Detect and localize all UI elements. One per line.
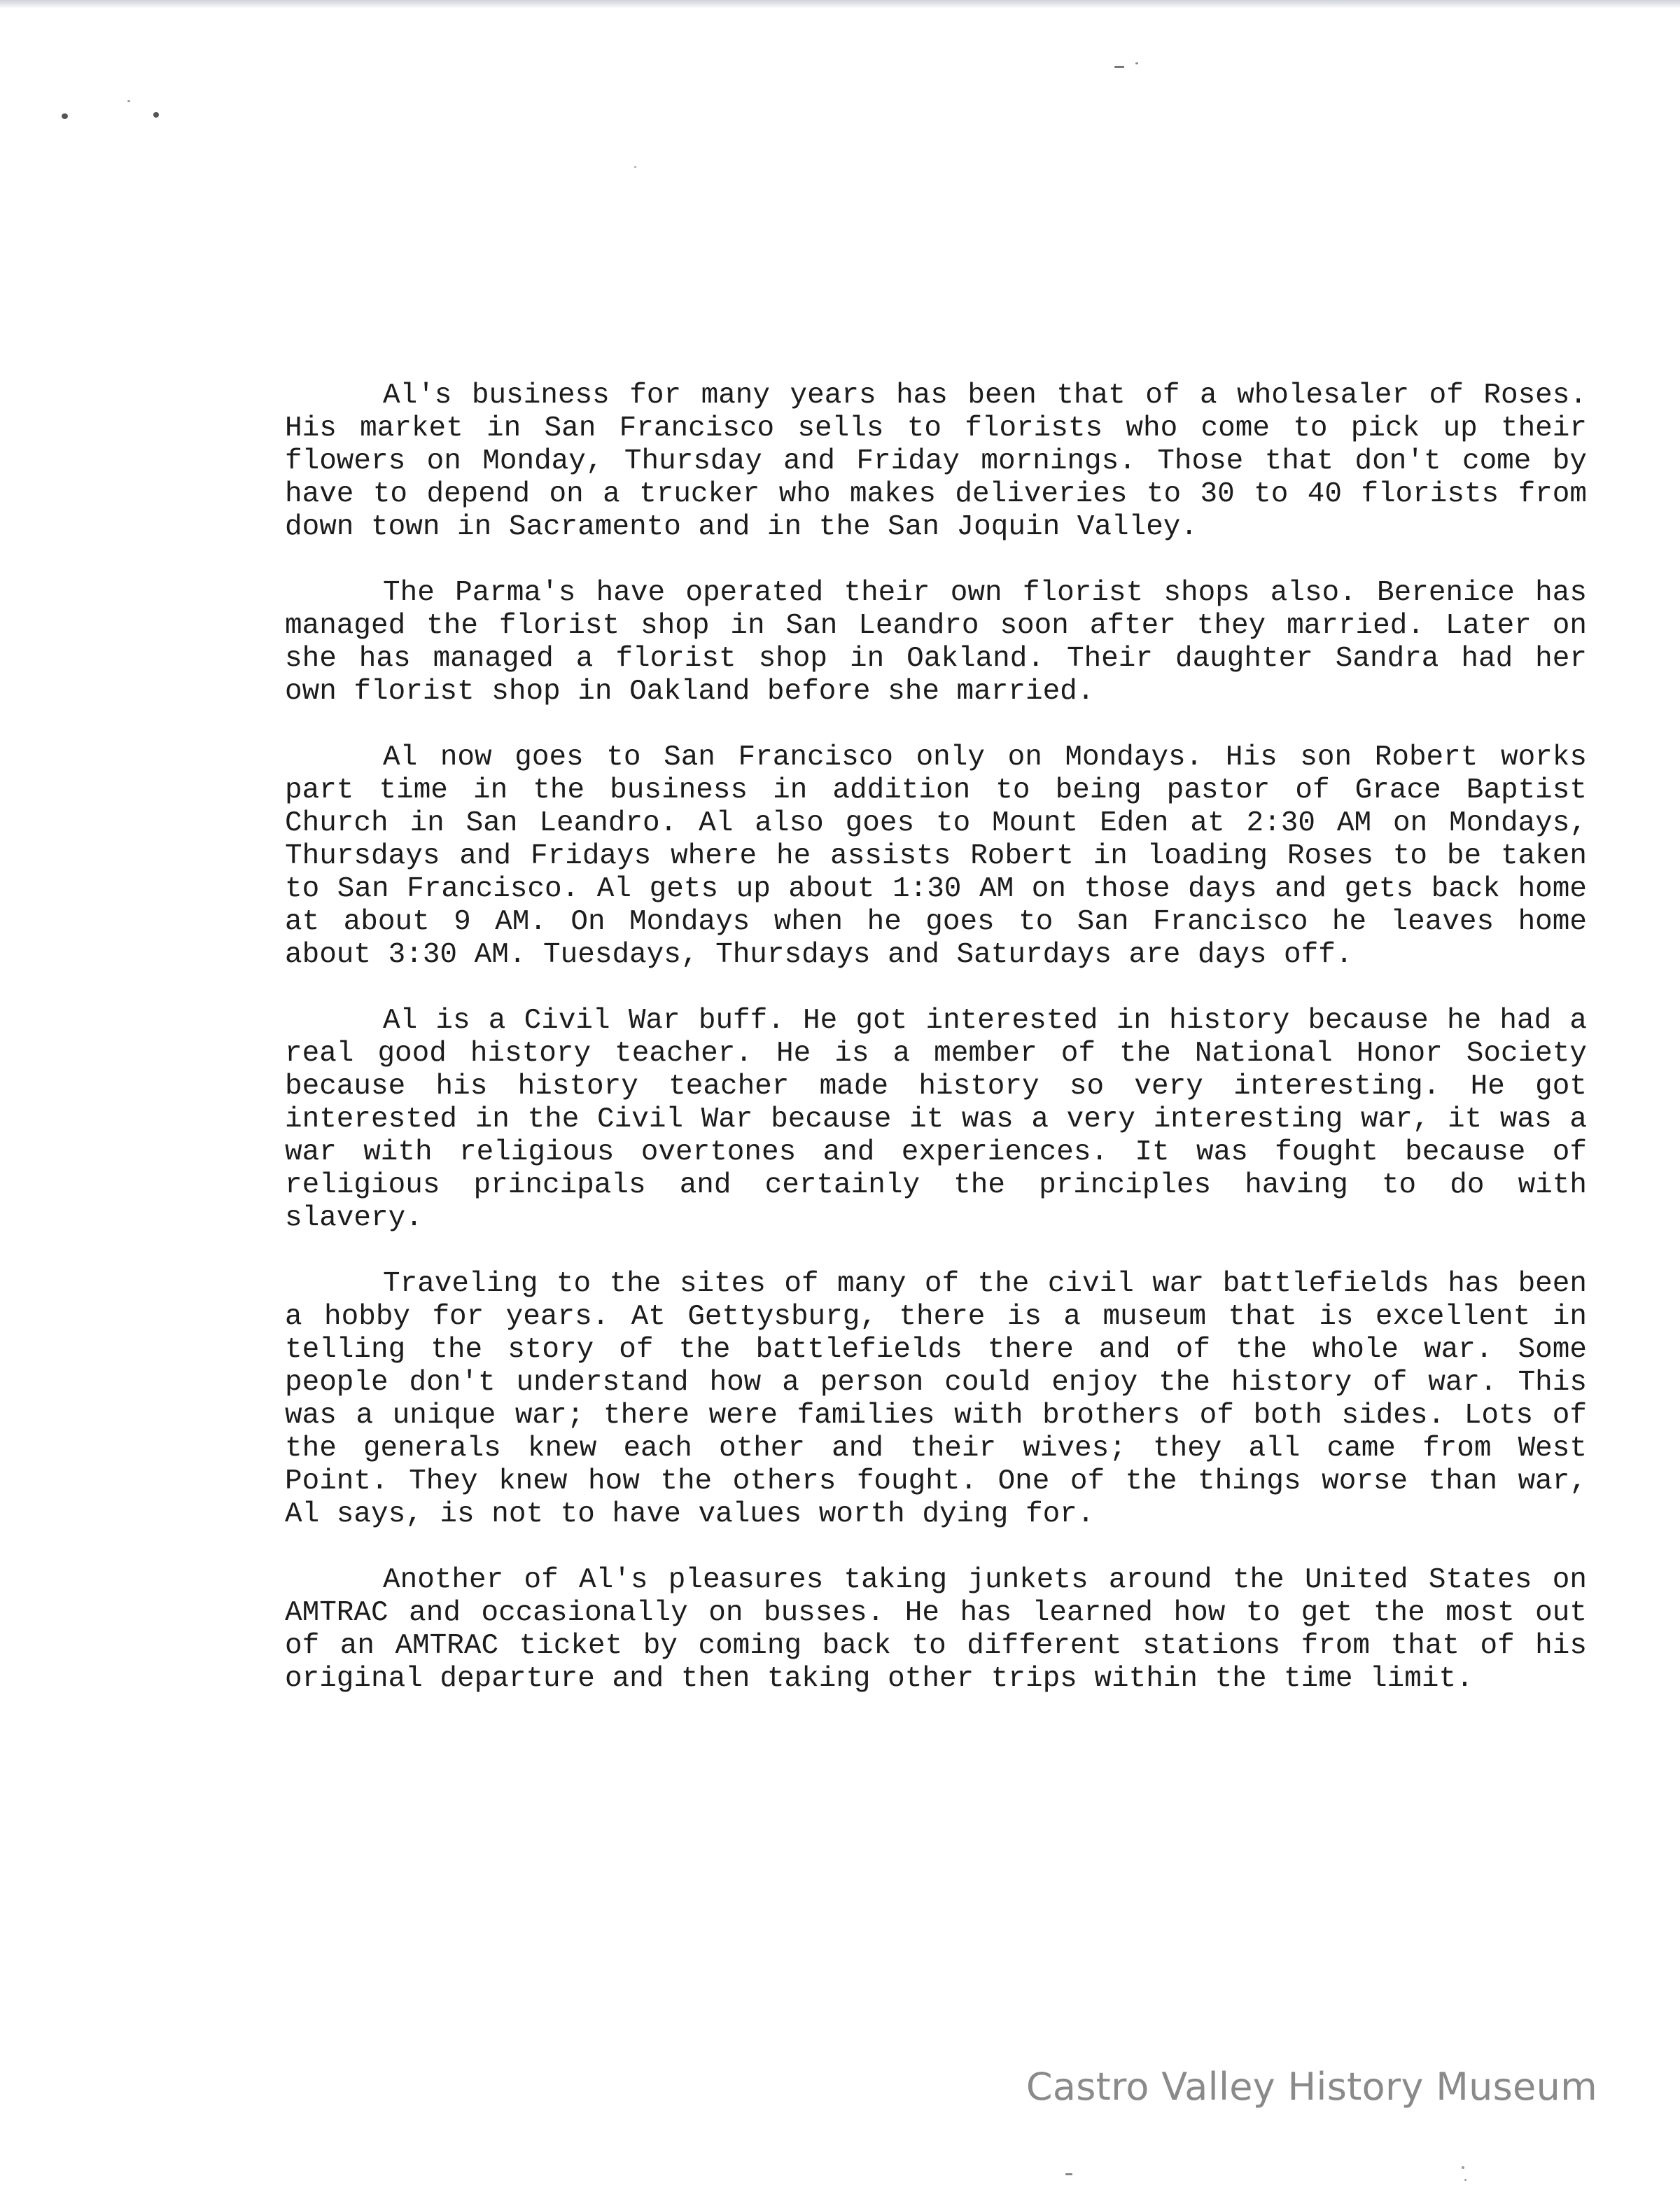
paragraph-florist-shops: The Parma's have operated their own florist shops also. Berenice has managed the florist shop in San Leandro soon after they married. Later on she has managed a florist shop in Oakland. Their daughter Sandra had her own florist shop in Oakland before she married. xyxy=(285,577,1587,708)
paragraph-work-schedule: Al now goes to San Francisco only on Mondays. His son Robert works part time in the business in addition to being pastor of Grace Baptist Church in San Leandro. Al also goes to Mount Eden at 2:30 AM on Mondays, Thursdays and Fridays where he assists Robert in loading Roses to be taken to San Francisco. Al gets up about 1:30 AM on those days and gets back home at about 9 AM. On Mondays when he goes to San Francisco he leaves home about 3:30 AM. Tuesdays, Thursdays and Saturdays are days off. xyxy=(285,741,1587,971)
scan-speck xyxy=(153,112,159,118)
scan-speck xyxy=(62,113,68,119)
paragraph-amtrac-junkets: Another of Al's pleasures taking junkets around the United States on AMTRAC and occasionally on busses. He has learned how to get the most out of an AMTRAC ticket by coming back to different stations from that of his original departure and then taking other trips within the time limit. xyxy=(285,1564,1587,1695)
paragraph-battlefield-travel: Traveling to the sites of many of the civil war battlefields has been a hobby for years. At Gettysburg, there is a museum that is excellent in telling the story of the battlefields there and of the whole war. Some people don't understand how a person could enjoy the history of war. This was a unique war; there were families with brothers of both sides. Lots of the generals knew each other and their wives; they all came from West Point. They knew how the others fought. One of the things worse than war, Al says, is not to have values worth dying for. xyxy=(285,1268,1587,1530)
paragraph-civil-war-buff: Al is a Civil War buff. He got interested in history because he had a real good history teacher. He is a member of the National Honor Society because his history teacher made history so very interesting. He got interested in the Civil War because it was a very interesting war, it was a war with religious overtones and experiences. It was fought because of religious principals and certainly the principles having to do with slavery. xyxy=(285,1005,1587,1234)
scan-speck xyxy=(1114,66,1124,68)
scan-speck xyxy=(634,166,636,168)
paragraph-rose-business: Al's business for many years has been that of a wholesaler of Roses. His market in San Francisco sells to florists who come to pick up their flowers on Monday, Thursday and Friday mornings. Those that don't come by have to depend on a trucker who makes deliveries to 30 to 40 florists from down town in Sacramento and in the San Joquin Valley. xyxy=(285,379,1587,543)
scan-top-edge xyxy=(0,0,1680,8)
typed-body-text xyxy=(285,379,1587,1729)
scan-speck xyxy=(127,100,130,102)
scan-speck xyxy=(1462,2166,1464,2169)
museum-watermark: Castro Valley History Museum xyxy=(1026,2065,1597,2109)
scan-speck xyxy=(1464,2179,1466,2181)
scan-speck xyxy=(1065,2173,1072,2175)
scan-speck xyxy=(1135,62,1138,64)
